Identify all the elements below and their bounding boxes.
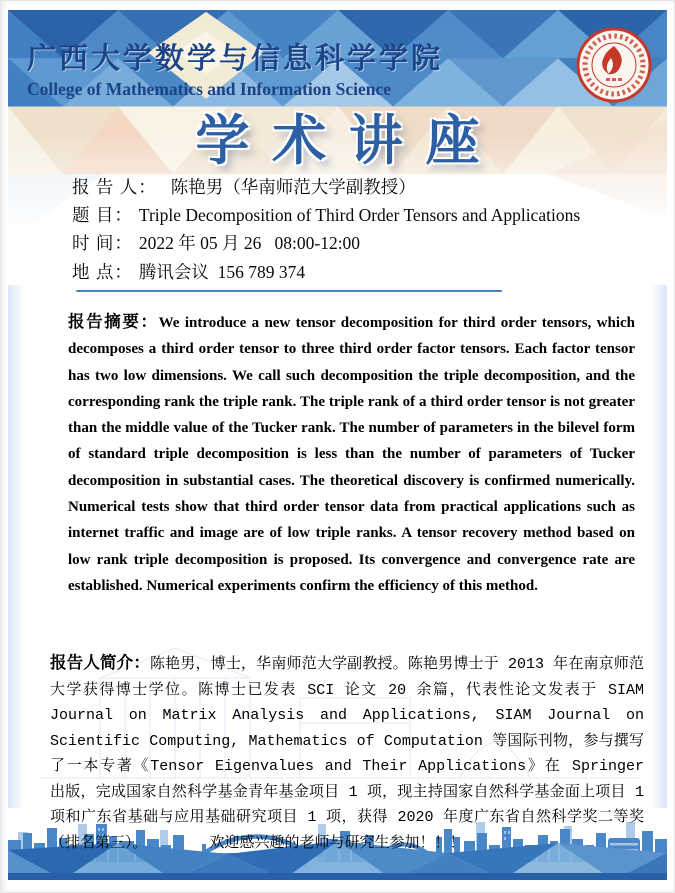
title-value: Triple Decomposition of Third Order Tensors and Applications bbox=[138, 205, 581, 226]
poster-header bbox=[27, 36, 443, 100]
speaker-label: 报 告 人： bbox=[72, 177, 157, 197]
divider-line bbox=[76, 290, 502, 292]
bio-text: 陈艳男，博士，华南师范大学副教授。陈艳男博士于 2013 年在南京师范大学获得博士学位。陈博士已发表 SCI 论文 20 余篇，代表性论文发表于 SIAM Journal on Matrix Analysis and Applications, SIAM Journal on Scientific Computing, Mathematics of Computation 等国际刊物，参与撰写了一本专著《Tensor Eigenvalues and Their Applications》在 Springer 出版，完成国家自然科学基金青年基金项目 1 项，现主持国家自然科学基金面上项目 1 项和广东省基础与应用基础研究项目 1 项，获得 2020 年度广东省自然科学奖二等奖（排名第三）。 bbox=[50, 656, 644, 852]
abstract-label: 报告摘要： bbox=[68, 313, 159, 331]
poster-title: 学术讲座 bbox=[195, 111, 503, 171]
abstract-text: We introduce a new tensor decomposition for third order tensors, which decomposes a third order tensor to three third order factor tensors. Each factor tensor has two low dimensions. We call such decomposition the triple decomposition, and the corresponding rank the triple rank. The triple rank of a third order tensor is not greater than the middle value of the Tucker rank. The number of parameters in the bilevel form of standard triple decomposition is less than the number of parameters of Tucker decomposition in substantial cases. The theoretical discovery is confirmed numerically. Numerical tests show that third order tensor data from practical applications such as internet traffic and image are of low triple ranks. A tensor recovery method based on low rank triple decomposition is proposed. Its convergence and convergence rate are established. Numerical experiments confirm the efficiency of this method. bbox=[68, 315, 635, 594]
info-row-speaker bbox=[72, 173, 580, 201]
bio-paragraph bbox=[50, 651, 644, 856]
venue-value: 腾讯会议 156 789 374 bbox=[138, 261, 306, 282]
welcome-text: 欢迎感兴趣的老师与研究生参加！！！ bbox=[209, 834, 465, 852]
info-row-time bbox=[72, 229, 580, 257]
time-value: 2022 年 05 月 26 08:00-12:00 bbox=[138, 233, 361, 254]
school-name-en: College of Mathematics and Information Science bbox=[27, 79, 392, 99]
speaker-value: 陈艳男（华南师范大学副教授） bbox=[170, 177, 416, 197]
school-name-cn: 广西大学数学与信息科学学院 bbox=[27, 43, 444, 75]
lecture-info bbox=[72, 173, 580, 286]
title-label: 题 目： bbox=[72, 205, 133, 226]
info-row-title bbox=[72, 201, 580, 229]
abstract-paragraph bbox=[68, 309, 635, 599]
time-label: 时 间： bbox=[72, 233, 133, 254]
university-seal-icon bbox=[575, 26, 653, 104]
info-row-venue bbox=[72, 258, 580, 286]
venue-label: 地 点： bbox=[72, 261, 133, 282]
left-edge-tint bbox=[8, 285, 24, 808]
right-edge-tint bbox=[651, 285, 667, 808]
bio-label: 报告人简介： bbox=[50, 654, 150, 672]
